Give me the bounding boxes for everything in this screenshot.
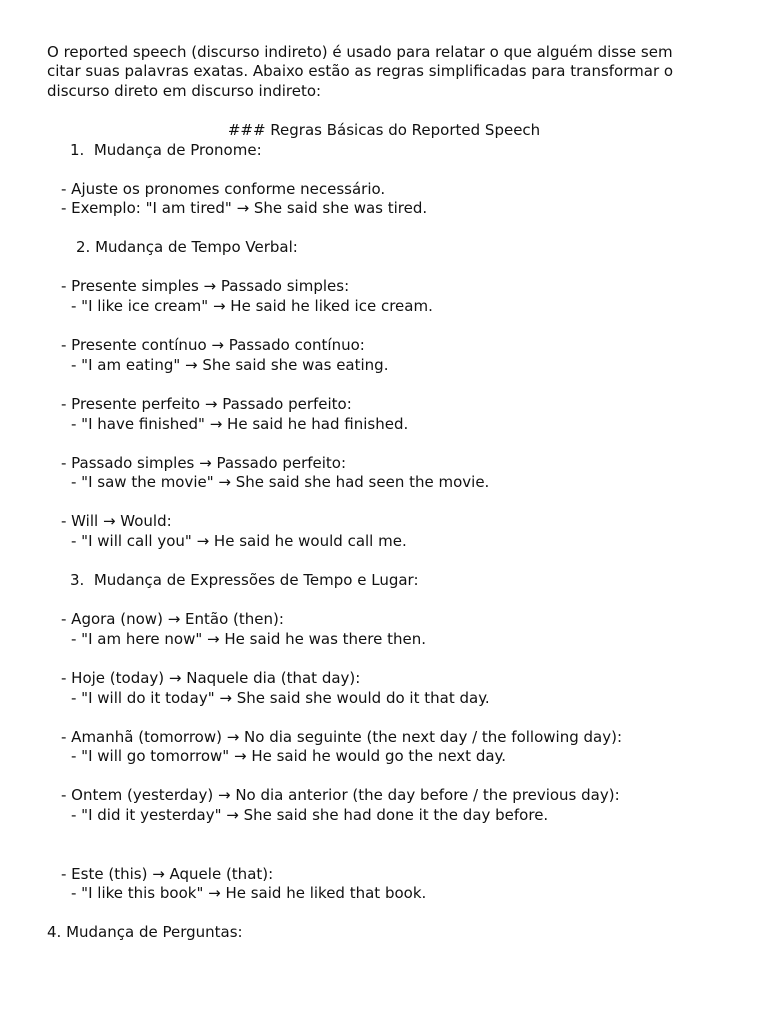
section1-rule-1: - Ajuste os pronomes conforme necessário. (61, 180, 386, 198)
section3-rule-2: - Hoje (today) → Naquele dia (that day): (61, 669, 361, 687)
section3-title: 3. Mudança de Expressões de Tempo e Lugar: (70, 571, 419, 589)
section2-rule-3: - Presente perfeito → Passado perfeito: (61, 395, 352, 413)
section2-example-2: - "I am eating" → She said she was eating. (71, 356, 389, 374)
section3-example-2: - "I will do it today" → She said she would do it that day. (71, 689, 490, 707)
intro-line-3: discurso direto em discurso indireto: (47, 82, 322, 100)
section3-example-3: - "I will go tomorrow" → He said he would go the next day. (71, 747, 507, 765)
section2-title: 2. Mudança de Tempo Verbal: (76, 238, 298, 256)
section3-rule-3: - Amanhã (tomorrow) → No dia seguinte (the next day / the following day): (61, 728, 622, 746)
section2-example-3: - "I have finished" → He said he had finished. (71, 415, 409, 433)
section2-example-5: - "I will call you" → He said he would call me. (71, 532, 407, 550)
section2-rule-1: - Presente simples → Passado simples: (61, 277, 350, 295)
section2-rule-2: - Presente contínuo → Passado contínuo: (61, 336, 365, 354)
section3-example-5: - "I like this book" → He said he liked that book. (71, 884, 427, 902)
section2-rule-5: - Will → Would: (61, 512, 172, 530)
section3-example-4: - "I did it yesterday" → She said she had done it the day before. (71, 806, 549, 824)
section2-example-1: - "I like ice cream" → He said he liked ice cream. (71, 297, 433, 315)
section3-rule-4: - Ontem (yesterday) → No dia anterior (the day before / the previous day): (61, 786, 620, 804)
section2-example-4: - "I saw the movie" → She said she had seen the movie. (71, 473, 490, 491)
section-heading: ### Regras Básicas do Reported Speech (227, 121, 541, 139)
section2-rule-4: - Passado simples → Passado perfeito: (61, 454, 347, 472)
section1-title: 1. Mudança de Pronome: (70, 141, 262, 159)
section3-rule-5: - Este (this) → Aquele (that): (61, 865, 274, 883)
section4-title: 4. Mudança de Perguntas: (47, 923, 243, 941)
section1-rule-2: - Exemplo: "I am tired" → She said she was tired. (61, 199, 428, 217)
intro-line-2: citar suas palavras exatas. Abaixo estão as regras simplificadas para transformar o (47, 62, 674, 80)
section3-example-1: - "I am here now" → He said he was there then. (71, 630, 426, 648)
section3-rule-1: - Agora (now) → Então (then): (61, 610, 284, 628)
intro-line-1: O reported speech (discurso indireto) é usado para relatar o que alguém disse sem (47, 43, 673, 61)
